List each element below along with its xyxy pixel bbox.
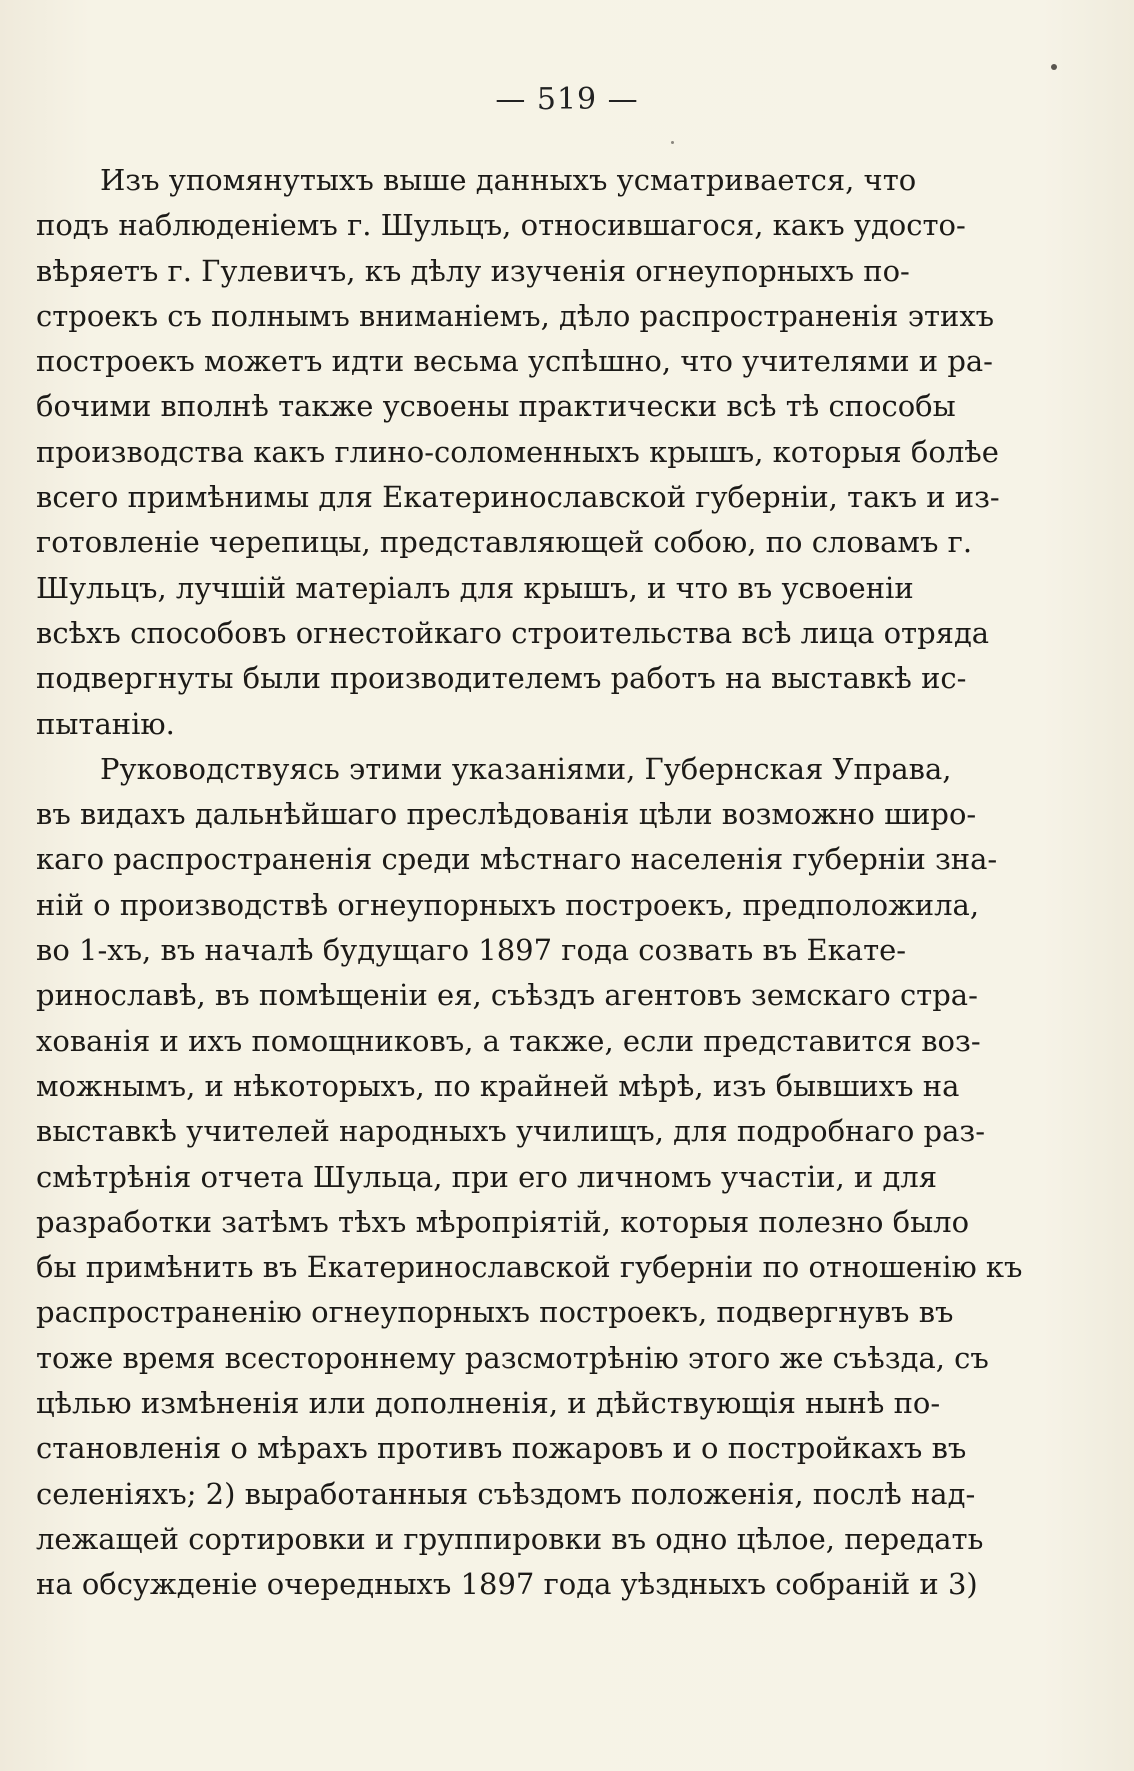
text-line: подъ наблюденіемъ г. Шульцъ, относившагося, какъ удосто- <box>36 208 966 243</box>
text-line: подвергнуты были производителемъ работъ на выставкѣ ис- <box>36 661 967 696</box>
text-line: выставкѣ учителей народныхъ училищъ, для подробнаго раз- <box>36 1114 986 1149</box>
text-line: становленія о мѣрахъ противъ пожаровъ и о постройкахъ въ <box>36 1431 967 1466</box>
text-line: во 1-хъ, въ началѣ будущаго 1897 года созвать въ Екате- <box>36 933 907 968</box>
text-line: всего примѣнимы для Екатеринославской губерніи, такъ и из- <box>36 480 1000 515</box>
text-line: производства какъ глино-соломенныхъ крышъ, которыя болѣе <box>36 434 999 469</box>
text-line: на обсужденіе очередныхъ 1897 года уѣздныхъ собраній и 3) <box>36 1567 978 1602</box>
text-line: ринославѣ, въ помѣщеніи ея, съѣздъ агентовъ земскаго стра- <box>36 978 978 1013</box>
text-line: вѣряетъ г. Гулевичъ, къ дѣлу изученія огнеупорныхъ по- <box>36 253 910 288</box>
paragraph-2 <box>36 747 1023 1608</box>
text-line: готовленіе черепицы, представляющей собою, по словамъ г. <box>36 525 973 560</box>
text-line: всѣхъ способовъ огнестойкаго строительства всѣ лица отряда <box>36 615 990 650</box>
ink-speck <box>671 141 674 144</box>
text-line: пытанію. <box>36 706 175 741</box>
text-line: бочими вполнѣ также усвоены практически всѣ тѣ способы <box>36 389 956 424</box>
text-line: можнымъ, и нѣкоторыхъ, по крайней мѣрѣ, изъ бывшихъ на <box>36 1068 960 1103</box>
body-text <box>36 158 1023 1608</box>
text-line: ній о производствѣ огнеупорныхъ построекъ, предположила, <box>36 887 980 922</box>
text-line: Шульцъ, лучшій матеріалъ для крышъ, и что въ усвоеніи <box>36 570 914 605</box>
text-line: хованія и ихъ помощниковъ, а также, если представится воз- <box>36 1023 981 1058</box>
text-line: построекъ можетъ идти весьма успѣшно, что учителями и ра- <box>36 344 993 379</box>
text-line: Изъ упомянутыхъ выше данныхъ усматривается, что <box>100 163 917 197</box>
text-line: цѣлью измѣненія или дополненія, и дѣйствующія нынѣ по- <box>36 1386 941 1421</box>
text-line: селеніяхъ; 2) выработанныя съѣздомъ положенія, послѣ над- <box>36 1476 976 1511</box>
text-line: тоже время всестороннему разсмотрѣнію этого же съѣзда, съ <box>36 1340 989 1375</box>
paragraph-1 <box>36 158 1000 747</box>
text-line: Руководствуясь этими указаніями, Губернская Управа, <box>100 751 952 786</box>
page-number: — 519 — <box>495 82 639 117</box>
text-line: смѣтрѣнія отчета Шульца, при его личномъ участіи, и для <box>36 1159 938 1194</box>
text-line: въ видахъ дальнѣйшаго преслѣдованія цѣли возможно широ- <box>36 797 977 832</box>
text-line: распространенію огнеупорныхъ построекъ, подвергнувъ въ <box>36 1295 954 1330</box>
text-line: бы примѣнить въ Екатеринославской губерніи по отношенію къ <box>36 1250 1023 1285</box>
text-line: разработки затѣмъ тѣхъ мѣропріятій, которыя полезно было <box>36 1204 970 1239</box>
ink-spot <box>1051 64 1057 70</box>
text-line: каго распространенія среди мѣстнаго населенія губерніи зна- <box>36 842 998 877</box>
text-line: лежащей сортировки и группировки въ одно цѣлое, передать <box>36 1521 984 1556</box>
text-line: строекъ съ полнымъ вниманіемъ, дѣло распространенія этихъ <box>36 298 995 333</box>
